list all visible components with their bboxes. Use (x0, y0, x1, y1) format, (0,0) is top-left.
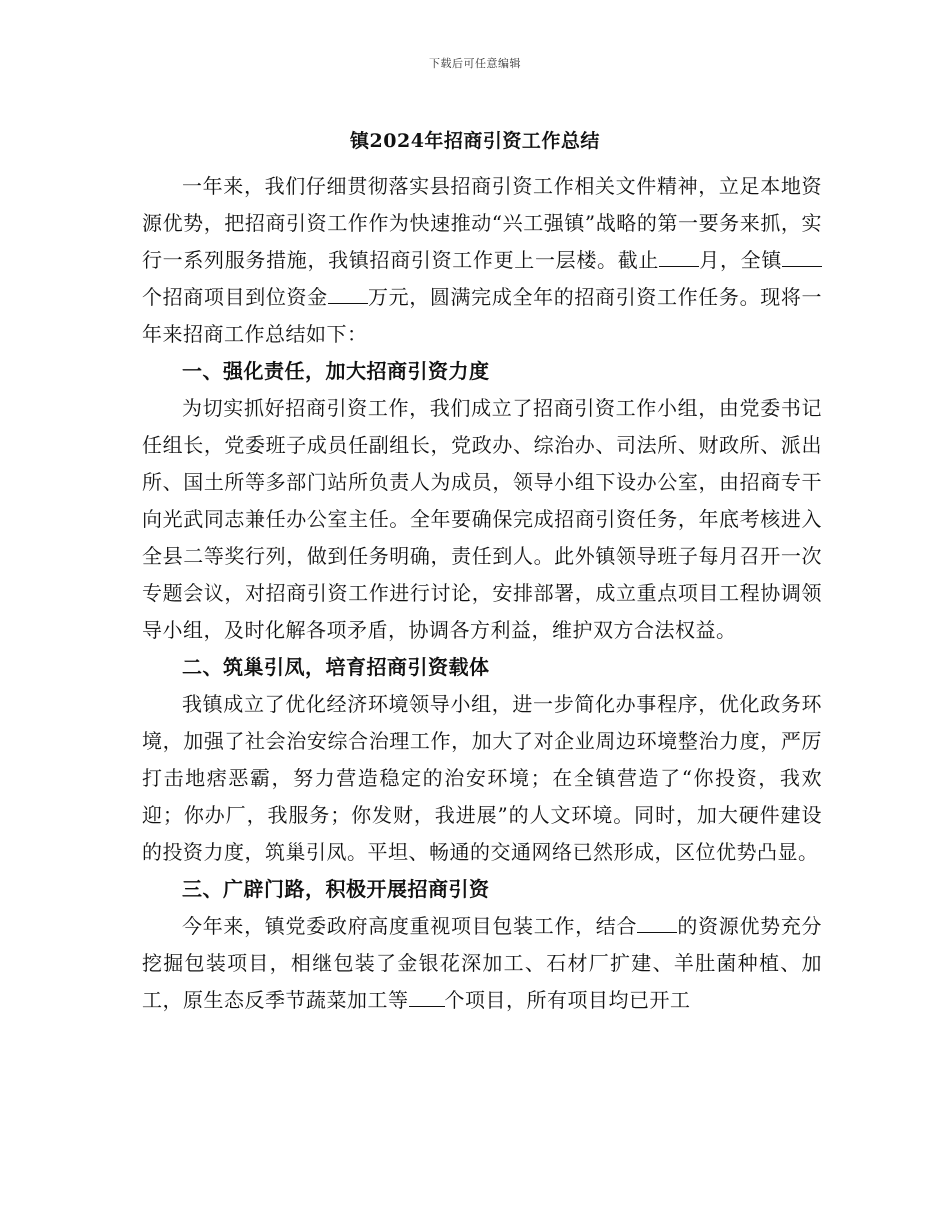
section-1-paragraph: 为切实抓好招商引资工作，我们成立了招商引资工作小组，由党委书记任组长，党委班子成员任副组长，党政办、综治办、司法所、财政所、派出所、国土所等多部门站所负责人为成员，领导小组下设办公室，由招商专干向光武同志兼任办公室主任。全年要确保完成招商引资任务，年底考核进入全县二等奖行列，做到任务明确，责任到人。此外镇领导班子每月召开一次专题会议，对招商引资工作进行讨论，安排部署，成立重点项目工程协调领导小组，及时化解各项矛盾，协调各方利益，维护双方合法权益。 (142, 396, 822, 642)
intro-paragraph (142, 168, 822, 353)
section-3-text-2: 的资源优势充分挖掘包装项目，相继包装了金银花深加工、石材厂扩建、羊肚菌种植、加工，原生态反季节蔬菜加工等 (142, 914, 823, 1012)
section-2-paragraph: 我镇成立了优化经济环境领导小组，进一步简化办事程序，优化政务环境，加强了社会治安综合治理工作，加大了对企业周边环境整治力度，严厉打击地痞恶霸，努力营造稳定的治安环境；在全镇营造了“你投资，我欢迎；你办厂，我服务；你发财，我进展”的人文环境。同时，加大硬件建设的投资力度，筑巢引凤。平坦、畅通的交通网络已然形成，区位优势凸显。 (142, 692, 822, 864)
intro-text-4: 万元，圆满完成全年的招商引资工作任务。现将一年来招商工作总结如下： (142, 285, 823, 346)
intro-text-1: 一年来，我们仔细贯彻落实县招商引资工作相关文件精神，立足本地资源优势，把招商引资工作作为快速推动“兴工强镇”战略的第一要务来抓，实行一系列服务措施，我镇招商引资工作更上一层楼。截止 (142, 174, 822, 272)
blank-funds (328, 285, 368, 304)
blank-project-count (782, 248, 822, 267)
document-body (142, 168, 822, 1019)
section-3-heading: 三、广辟门路，积极开展招商引资 (182, 877, 490, 901)
intro-text-3: 个招商项目到位资金 (142, 285, 328, 309)
section-3-text-3: 个项目，所有项目均已开工 (444, 988, 691, 1012)
blank-item-count (409, 988, 445, 1007)
blank-region (637, 914, 677, 933)
document-title: 镇2024年招商引资工作总结 (350, 130, 600, 152)
intro-text-2: 月，全镇 (699, 248, 783, 272)
section-2-heading: 二、筑巢引凤，培育招商引资载体 (182, 655, 490, 679)
header-note: 下载后可任意编辑 (429, 57, 521, 70)
section-1-heading: 一、强化责任，加大招商引资力度 (182, 359, 490, 383)
section-3-paragraph (142, 908, 822, 1019)
blank-month (659, 248, 699, 267)
section-3-text-1: 今年来，镇党委政府高度重视项目包装工作，结合 (182, 914, 638, 938)
